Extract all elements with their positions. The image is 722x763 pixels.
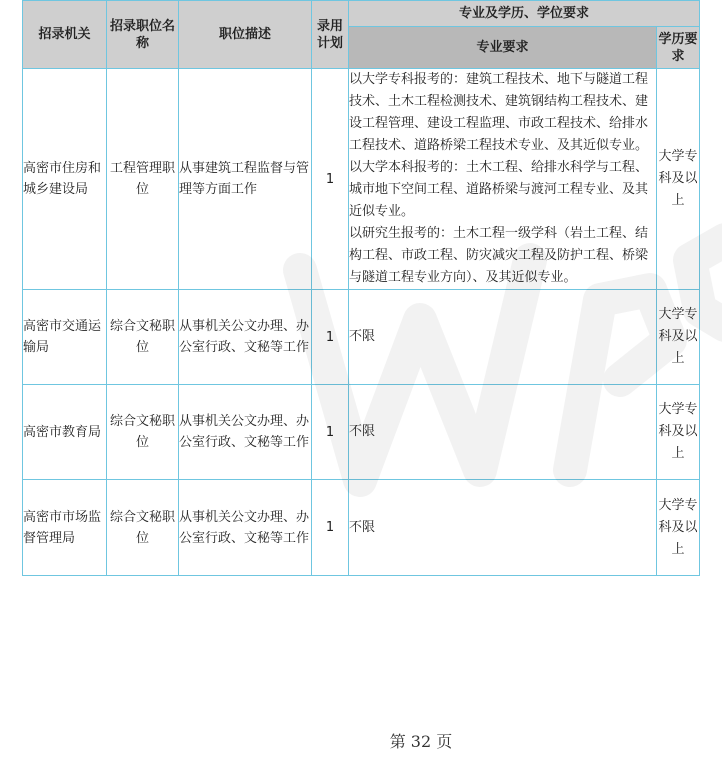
header-description: 职位描述 — [179, 1, 312, 69]
cell-description: 从事机关公文办理、办公室行政、文秘等工作 — [179, 385, 312, 480]
header-agency: 招录机关 — [23, 1, 107, 69]
table-row — [23, 290, 700, 385]
major-requirement-line: 以研究生报考的：土木工程一级学科（岩土工程、结构工程、市政工程、防灾减灾工程及防护工程、桥梁与隧道工程专业方向）、及其近似专业。 — [349, 226, 649, 285]
cell-education: 大学专科及以上 — [657, 69, 700, 290]
major-requirement-line: 不限 — [349, 424, 376, 439]
table-body — [23, 69, 700, 576]
cell-description: 从事机关公文办理、办公室行政、文秘等工作 — [179, 480, 312, 576]
cell-quota: 1 — [312, 385, 349, 480]
table-row — [23, 385, 700, 480]
table-row — [23, 480, 700, 576]
major-requirement-line: 以大学专科报考的：建筑工程技术、地下与隧道工程技术、土木工程检测技术、建筑钢结构工程技术、建设工程管理、建设工程监理、市政工程技术、给排水工程技术、道路桥梁工程技术专业、及其近似专业。 — [349, 72, 649, 153]
cell-quota: 1 — [312, 69, 349, 290]
header-position: 招录职位名称 — [107, 1, 179, 69]
cell-description: 从事建筑工程监督与管理等方面工作 — [179, 69, 312, 290]
cell-education: 大学专科及以上 — [657, 385, 700, 480]
table-header — [23, 1, 700, 69]
cell-quota: 1 — [312, 480, 349, 576]
major-requirement-line: 不限 — [349, 329, 376, 344]
major-requirement-line: 以大学本科报考的：土木工程、给排水科学与工程、城市地下空间工程、道路桥梁与渡河工程专业、及其近似专业。 — [349, 160, 649, 219]
recruitment-table — [22, 0, 700, 576]
table-row — [23, 69, 700, 290]
header-quota: 录用计划 — [312, 1, 349, 69]
cell-description: 从事机关公文办理、办公室行政、文秘等工作 — [179, 290, 312, 385]
major-requirement-line: 不限 — [349, 519, 376, 535]
cell-position: 综合文秘职位 — [107, 290, 179, 385]
cell-education: 大学专科及以上 — [657, 480, 700, 576]
header-education: 学历要求 — [657, 27, 700, 69]
cell-agency: 高密市交通运输局 — [23, 290, 107, 385]
cell-quota: 1 — [312, 290, 349, 385]
header-requirements-group: 专业及学历、学位要求 — [349, 1, 700, 27]
cell-major-requirements — [349, 385, 657, 480]
cell-position: 综合文秘职位 — [107, 385, 179, 480]
cell-major-requirements — [349, 480, 657, 576]
cell-major-requirements — [349, 290, 657, 385]
page-number: 第 32 页 — [389, 732, 453, 751]
cell-major-requirements — [349, 69, 657, 290]
header-major: 专业要求 — [349, 27, 657, 69]
cell-agency: 高密市住房和城乡建设局 — [23, 69, 107, 290]
cell-position: 工程管理职位 — [107, 69, 179, 290]
cell-agency: 高密市教育局 — [23, 385, 107, 480]
cell-agency: 高密市市场监督管理局 — [23, 480, 107, 576]
cell-education: 大学专科及以上 — [657, 290, 700, 385]
cell-position: 综合文秘职位 — [107, 480, 179, 576]
